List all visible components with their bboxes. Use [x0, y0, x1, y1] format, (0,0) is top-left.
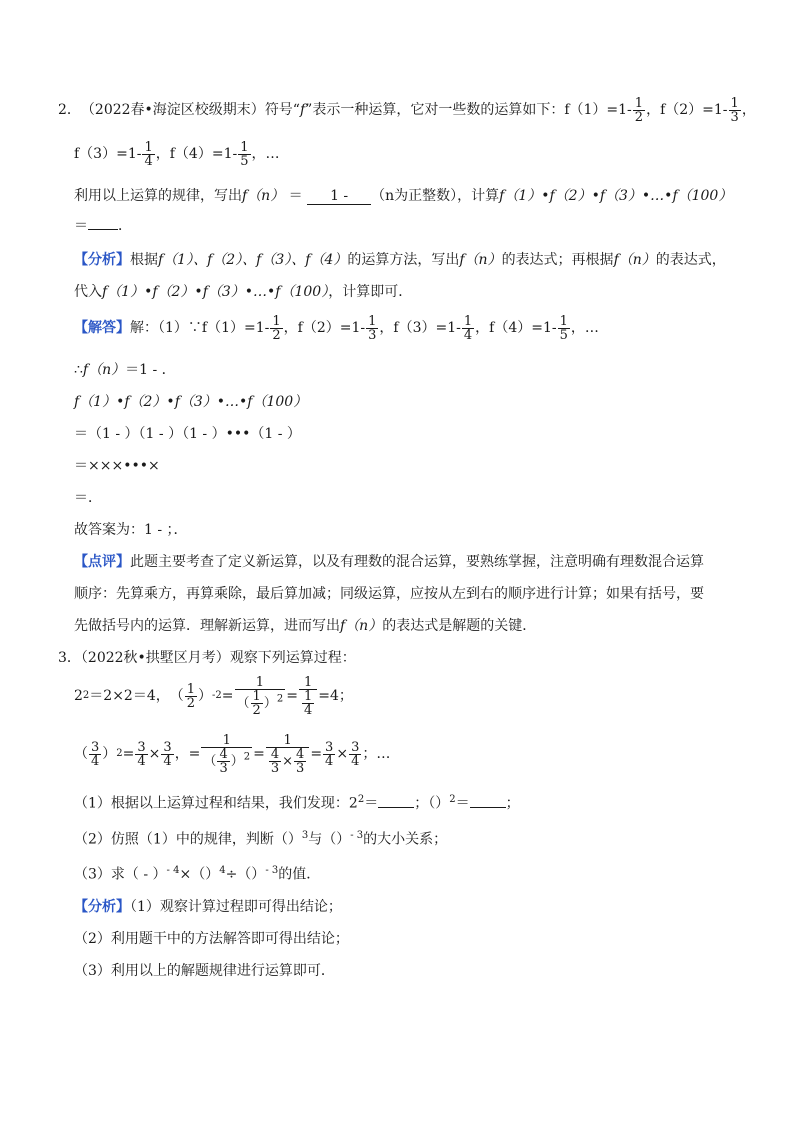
final-answer	[74, 520, 754, 540]
fraction: $\frac{3}{4}$	[325, 739, 334, 769]
q2-f3: f（3）=1-	[74, 146, 142, 162]
exponent: 2	[116, 748, 123, 759]
document-page	[58, 86, 756, 981]
step-3	[74, 424, 754, 444]
q2-f4: ，f（4）=1-	[155, 146, 238, 162]
exponent: 2	[357, 794, 365, 805]
text: ；…	[362, 746, 391, 762]
exponent: 2	[449, 794, 456, 805]
q2-source: （2022春•海淀区校级期末）	[80, 102, 265, 118]
q2-answer-line	[74, 216, 754, 236]
q3-analysis-2	[74, 929, 754, 949]
paren: （	[169, 688, 184, 704]
text: ，=	[174, 746, 201, 762]
q2-f1: f（1）=1-	[564, 102, 632, 118]
analysis-tag: 【分析】	[74, 252, 130, 268]
equals: =	[122, 746, 135, 762]
text: f（n）	[340, 618, 383, 634]
text: ，f（2）=1-	[283, 320, 366, 336]
fraction: $\frac{3}{4}$	[351, 739, 360, 769]
q3-stem: 观察下列运算过程：	[229, 650, 356, 666]
text: 的表达式；再根据	[501, 252, 614, 268]
exponent: -2	[212, 690, 222, 701]
fraction: $\frac{3}{4}$	[137, 739, 146, 769]
equals: =	[310, 746, 323, 762]
q3-number: 3．	[58, 650, 81, 666]
text: ∴	[74, 362, 83, 378]
text: ＝（1 - ）（1 - ）（1 - ）•••（1 - ）	[74, 426, 301, 442]
text: 先做括号内的运算．理解新运算，进而写出	[74, 618, 340, 634]
fraction: $\frac{1}{\frac{1}{4}}$	[299, 676, 317, 717]
q2-stem-line	[58, 86, 754, 134]
text: 此题主要考查了定义新运算，以及有理数的混合运算，要熟练掌握，注意明确有理数混合运算	[130, 554, 704, 570]
text: f（n）	[613, 252, 656, 268]
text: ；	[505, 795, 520, 812]
q2-fn: f（n）	[242, 188, 285, 204]
text: 与（）	[308, 831, 351, 848]
text: 的表达式是解题的关键．	[382, 618, 537, 634]
text: 的运算方法，写出	[347, 252, 460, 268]
exponent: 3	[301, 829, 309, 841]
q3-source: （2022秋•拱墅区月考）	[80, 650, 230, 666]
text: ＝1 - ．	[125, 362, 176, 378]
q2-question-line	[74, 186, 754, 206]
paren: ）	[102, 746, 117, 762]
q2-stem-text-a: 符号“	[264, 102, 300, 118]
fraction: $\frac{1}{4}$	[144, 139, 153, 169]
q2-stem-text-b: ”表示一种运算，它对一些数的运算如下：	[305, 102, 565, 118]
text: （1）根据以上运算过程和结果，我们发现：2	[74, 795, 358, 812]
q3-analysis	[74, 897, 754, 917]
text: （1）观察计算过程即可得出结论；	[130, 898, 342, 915]
answer-blank-4[interactable]	[470, 807, 506, 808]
text: ＝2×2＝4，	[89, 688, 170, 704]
text: ÷（）	[225, 866, 266, 883]
equals: =	[253, 746, 265, 762]
text: （3）求（ - ）	[74, 866, 167, 883]
text: 2	[74, 688, 83, 704]
text: ，f（3）=1-	[379, 320, 461, 336]
equals: ＝	[288, 188, 303, 204]
text: ×（）	[179, 866, 220, 883]
q2-analysis-2	[74, 282, 754, 302]
answer-blank-2[interactable]	[88, 229, 118, 230]
fraction: $\frac{1}{3}$	[368, 313, 377, 343]
exponent: 2	[82, 690, 90, 701]
q3-example-2	[74, 726, 754, 782]
equals: =	[286, 688, 298, 704]
q3-part-2	[74, 826, 754, 850]
q2-comment	[74, 552, 754, 572]
text: （2）仿照（1）中的规律，判断（）	[74, 831, 302, 848]
paren: （	[74, 746, 88, 762]
q2-stem-line-2	[74, 130, 754, 178]
equals: =	[221, 688, 234, 704]
comment-tag: 【点评】	[74, 554, 130, 570]
q2-text: 利用以上运算的规律，写出	[74, 188, 242, 204]
text: 故答案为：1 - ；．	[74, 522, 188, 538]
step-1	[74, 360, 754, 380]
ellipsis: ，…	[251, 146, 280, 162]
fraction: $\frac{1}{2}$	[272, 313, 281, 343]
fraction: $\frac{1}{4}$	[463, 313, 473, 343]
analysis-tag: 【分析】	[74, 898, 130, 915]
exponent: - 4	[166, 865, 180, 877]
text: f（n）	[459, 252, 502, 268]
paren: ）	[198, 688, 213, 704]
text: ＝×××•••×	[74, 458, 160, 474]
fraction: $\frac{1}{5}$	[240, 139, 249, 169]
text: f（1）、f（2）、f（3）、f（4）	[158, 252, 348, 268]
text: f（n）	[82, 362, 126, 378]
text: ，计算即可．	[328, 284, 413, 300]
text: 的值．	[278, 866, 321, 883]
step-5	[74, 488, 754, 508]
equals: ＝	[74, 218, 88, 234]
q2-solution-line	[74, 304, 754, 352]
times: ×	[336, 746, 349, 762]
q3-part-3	[74, 861, 754, 885]
text: ＝	[364, 795, 379, 812]
text: f（1）•f（2）•f（3）•…•f（100）	[74, 394, 308, 410]
fraction: $\frac{1}{2}$	[634, 95, 644, 125]
step-4	[74, 456, 754, 476]
text: ；（）	[414, 795, 450, 812]
fraction: $\frac{3}{4}$	[163, 739, 172, 769]
exponent: 4	[219, 865, 226, 877]
q3-analysis-3	[74, 961, 754, 981]
fraction: $\frac{3}{4}$	[91, 739, 100, 769]
period: ．	[118, 218, 132, 234]
text: 的表达式，	[655, 252, 726, 268]
ellipsis: ，…	[570, 320, 599, 336]
fraction: $\frac{1}{2}$	[186, 681, 196, 711]
text: ＝	[455, 795, 470, 812]
fraction: 1 （ $\frac{1}{2}$ ）$^2$	[236, 674, 284, 718]
q3-stem-line	[58, 648, 754, 668]
fraction: 1 $\frac{4}{3}$ × $\frac{4}{3}$	[266, 734, 309, 775]
q3-part-1	[74, 790, 754, 814]
q3-example-1	[74, 668, 754, 724]
text: 根据	[130, 252, 158, 268]
q2-comment-3	[74, 616, 754, 636]
text: f（1）•f（2）•f（3）•…•f（100）	[102, 284, 329, 300]
text: 的大小关系；	[363, 831, 448, 848]
q2-text: （n为正整数），计算	[371, 188, 500, 204]
times: ×	[148, 746, 161, 762]
text: 代入	[74, 284, 102, 300]
text: （3）利用以上的解题规律进行运算即可．	[74, 962, 335, 979]
answer-tag: 【解答】	[74, 320, 130, 336]
comma: ，	[741, 102, 756, 118]
step-2	[74, 392, 754, 412]
answer-blank-1[interactable]: 1 -	[307, 188, 371, 205]
text: =4；	[318, 688, 353, 704]
q2-f2: ，f（2）=1-	[646, 102, 728, 118]
fraction: $\frac{1}{5}$	[559, 313, 568, 343]
text: （2）利用题干中的方法解答即可得出结论；	[74, 930, 349, 947]
exponent: - 3	[265, 865, 279, 877]
fraction: 1 （ $\frac{4}{3}$ ）$^2$	[203, 732, 251, 776]
exponent: - 3	[350, 829, 364, 841]
fraction: $\frac{1}{3}$	[730, 95, 739, 125]
text: ＝．	[74, 490, 102, 506]
text: 解：（1）∵	[130, 320, 202, 336]
q2-product: f（1）•f（2）•f（3）•…•f（100）	[499, 188, 733, 204]
q2-symbol-f: f	[299, 102, 306, 118]
q2-number: 2．	[58, 102, 81, 118]
answer-blank-3[interactable]	[378, 807, 414, 808]
text: f（1）=1-	[201, 320, 270, 336]
q2-analysis	[74, 250, 754, 270]
q2-comment-2	[74, 584, 754, 604]
text: ，f（4）=1-	[475, 320, 557, 336]
text: 顺序：先算乘方，再算乘除，最后算加减；同级运算，应按从左到右的顺序进行计算；如果有括号，要	[74, 586, 704, 602]
